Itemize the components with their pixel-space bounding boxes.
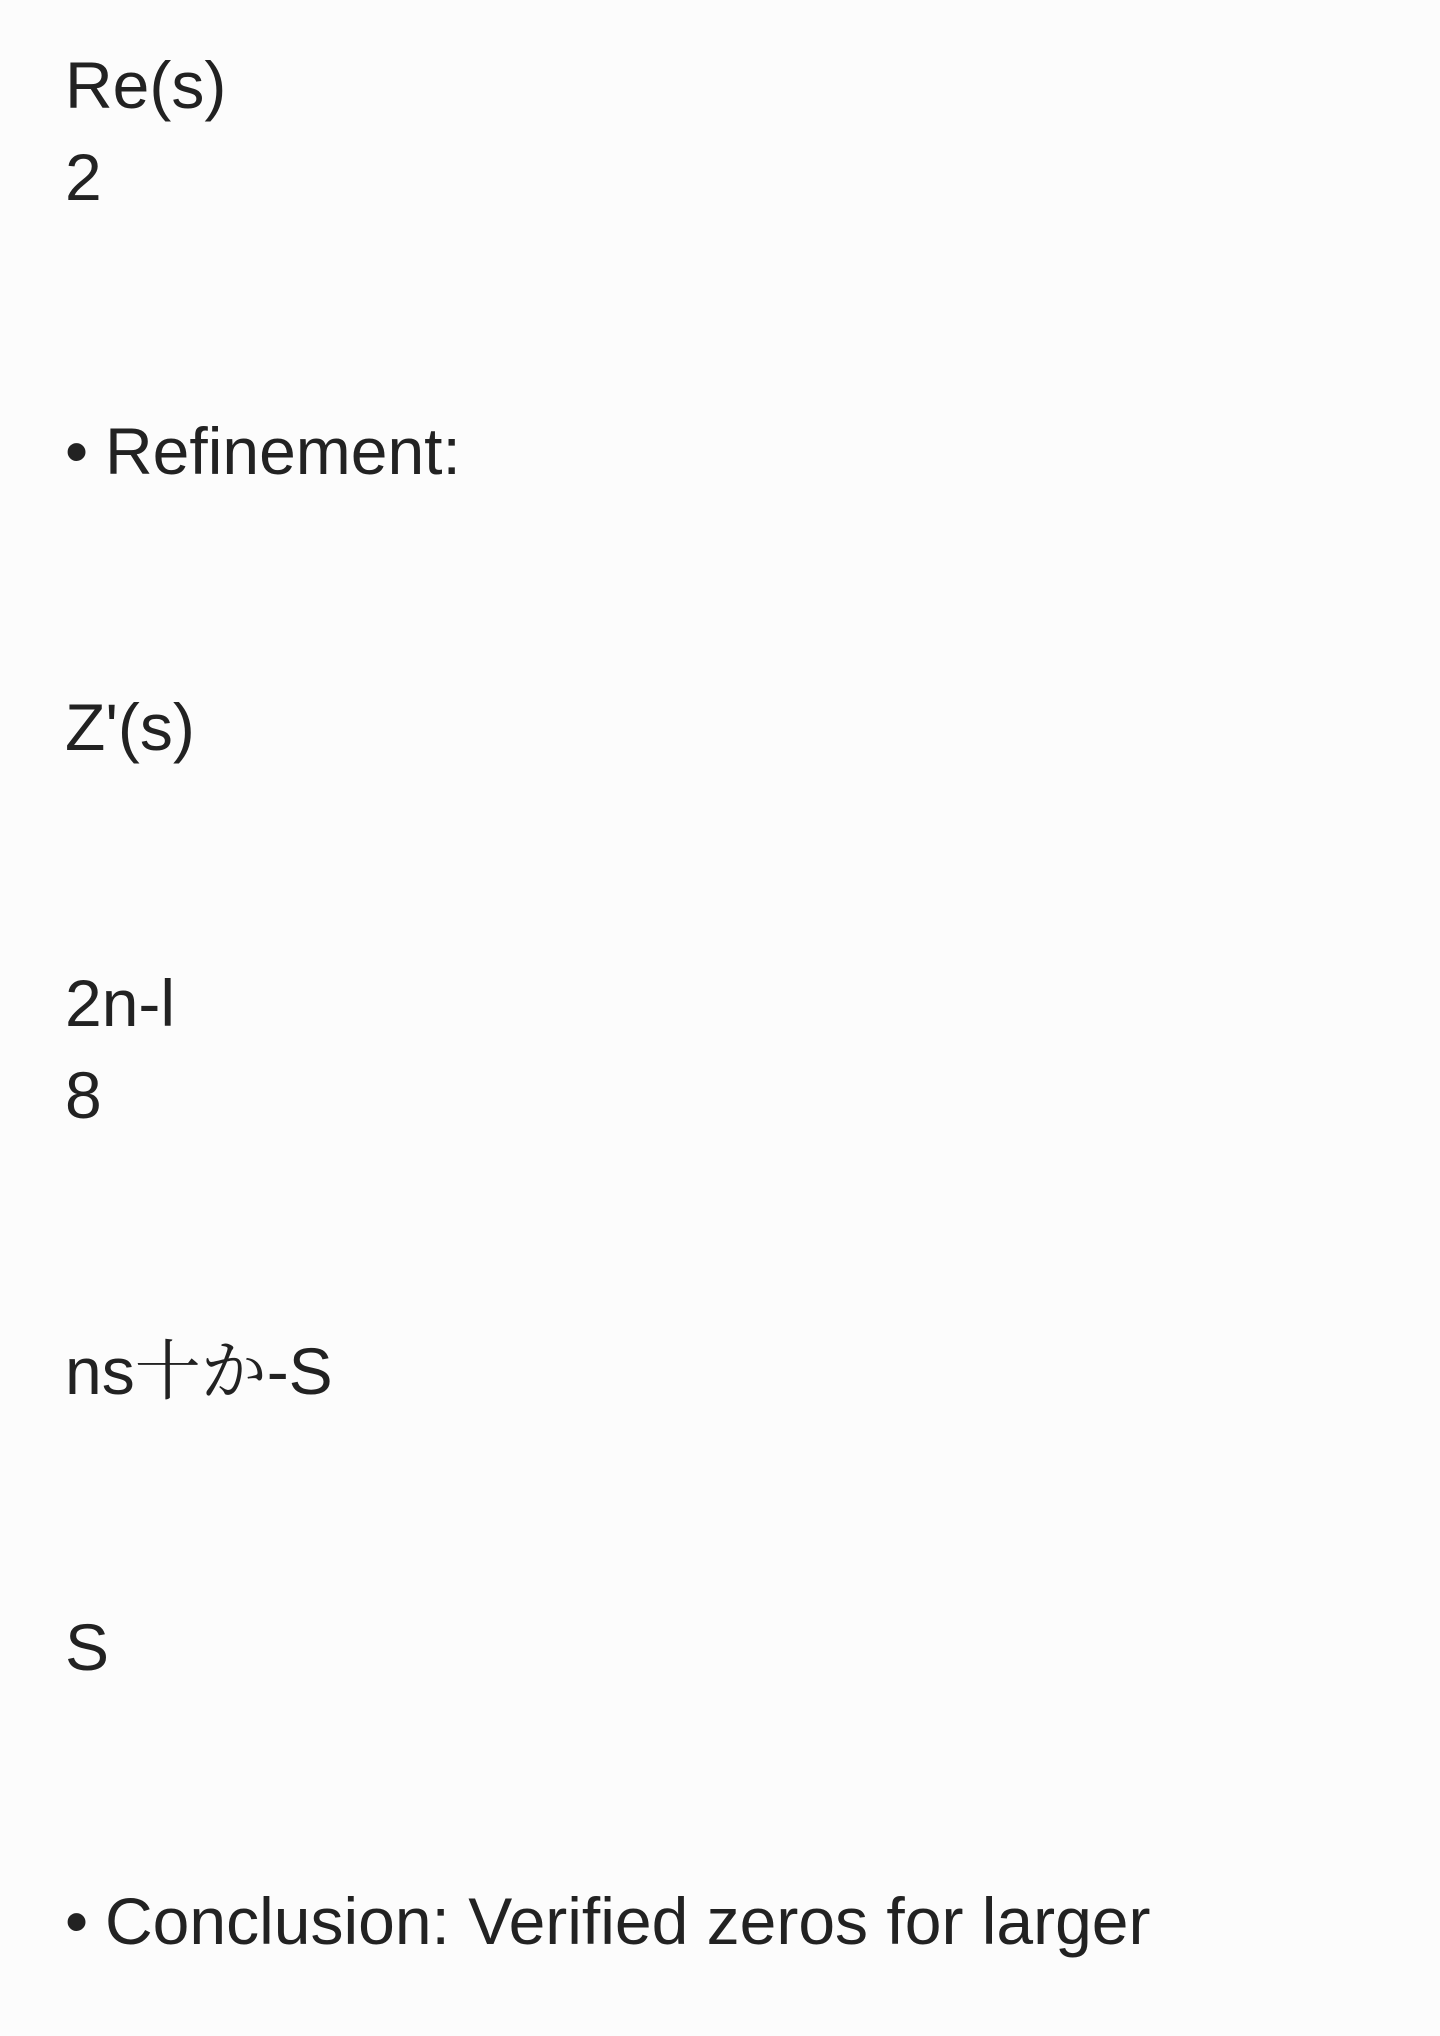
ns-expression-text: ns十か-S [65,1334,333,1408]
refinement-label: Refinement: [105,414,461,488]
z-prime-s-text: Z'(s) [65,690,195,764]
conclusion-bullet-item [65,1884,1151,1958]
bullet-icon: • [65,1884,89,1958]
number-two-text: 2 [65,140,102,214]
conclusion-label: Conclusion: Verified zeros for larger [105,1884,1151,1958]
number-eight-text: 8 [65,1058,102,1132]
two-n-minus-l-text: 2n-l [65,966,176,1040]
re-s-text: Re(s) [65,48,227,122]
refinement-bullet-item [65,414,461,488]
bullet-icon: • [65,414,89,488]
s-text: S [65,1610,110,1684]
